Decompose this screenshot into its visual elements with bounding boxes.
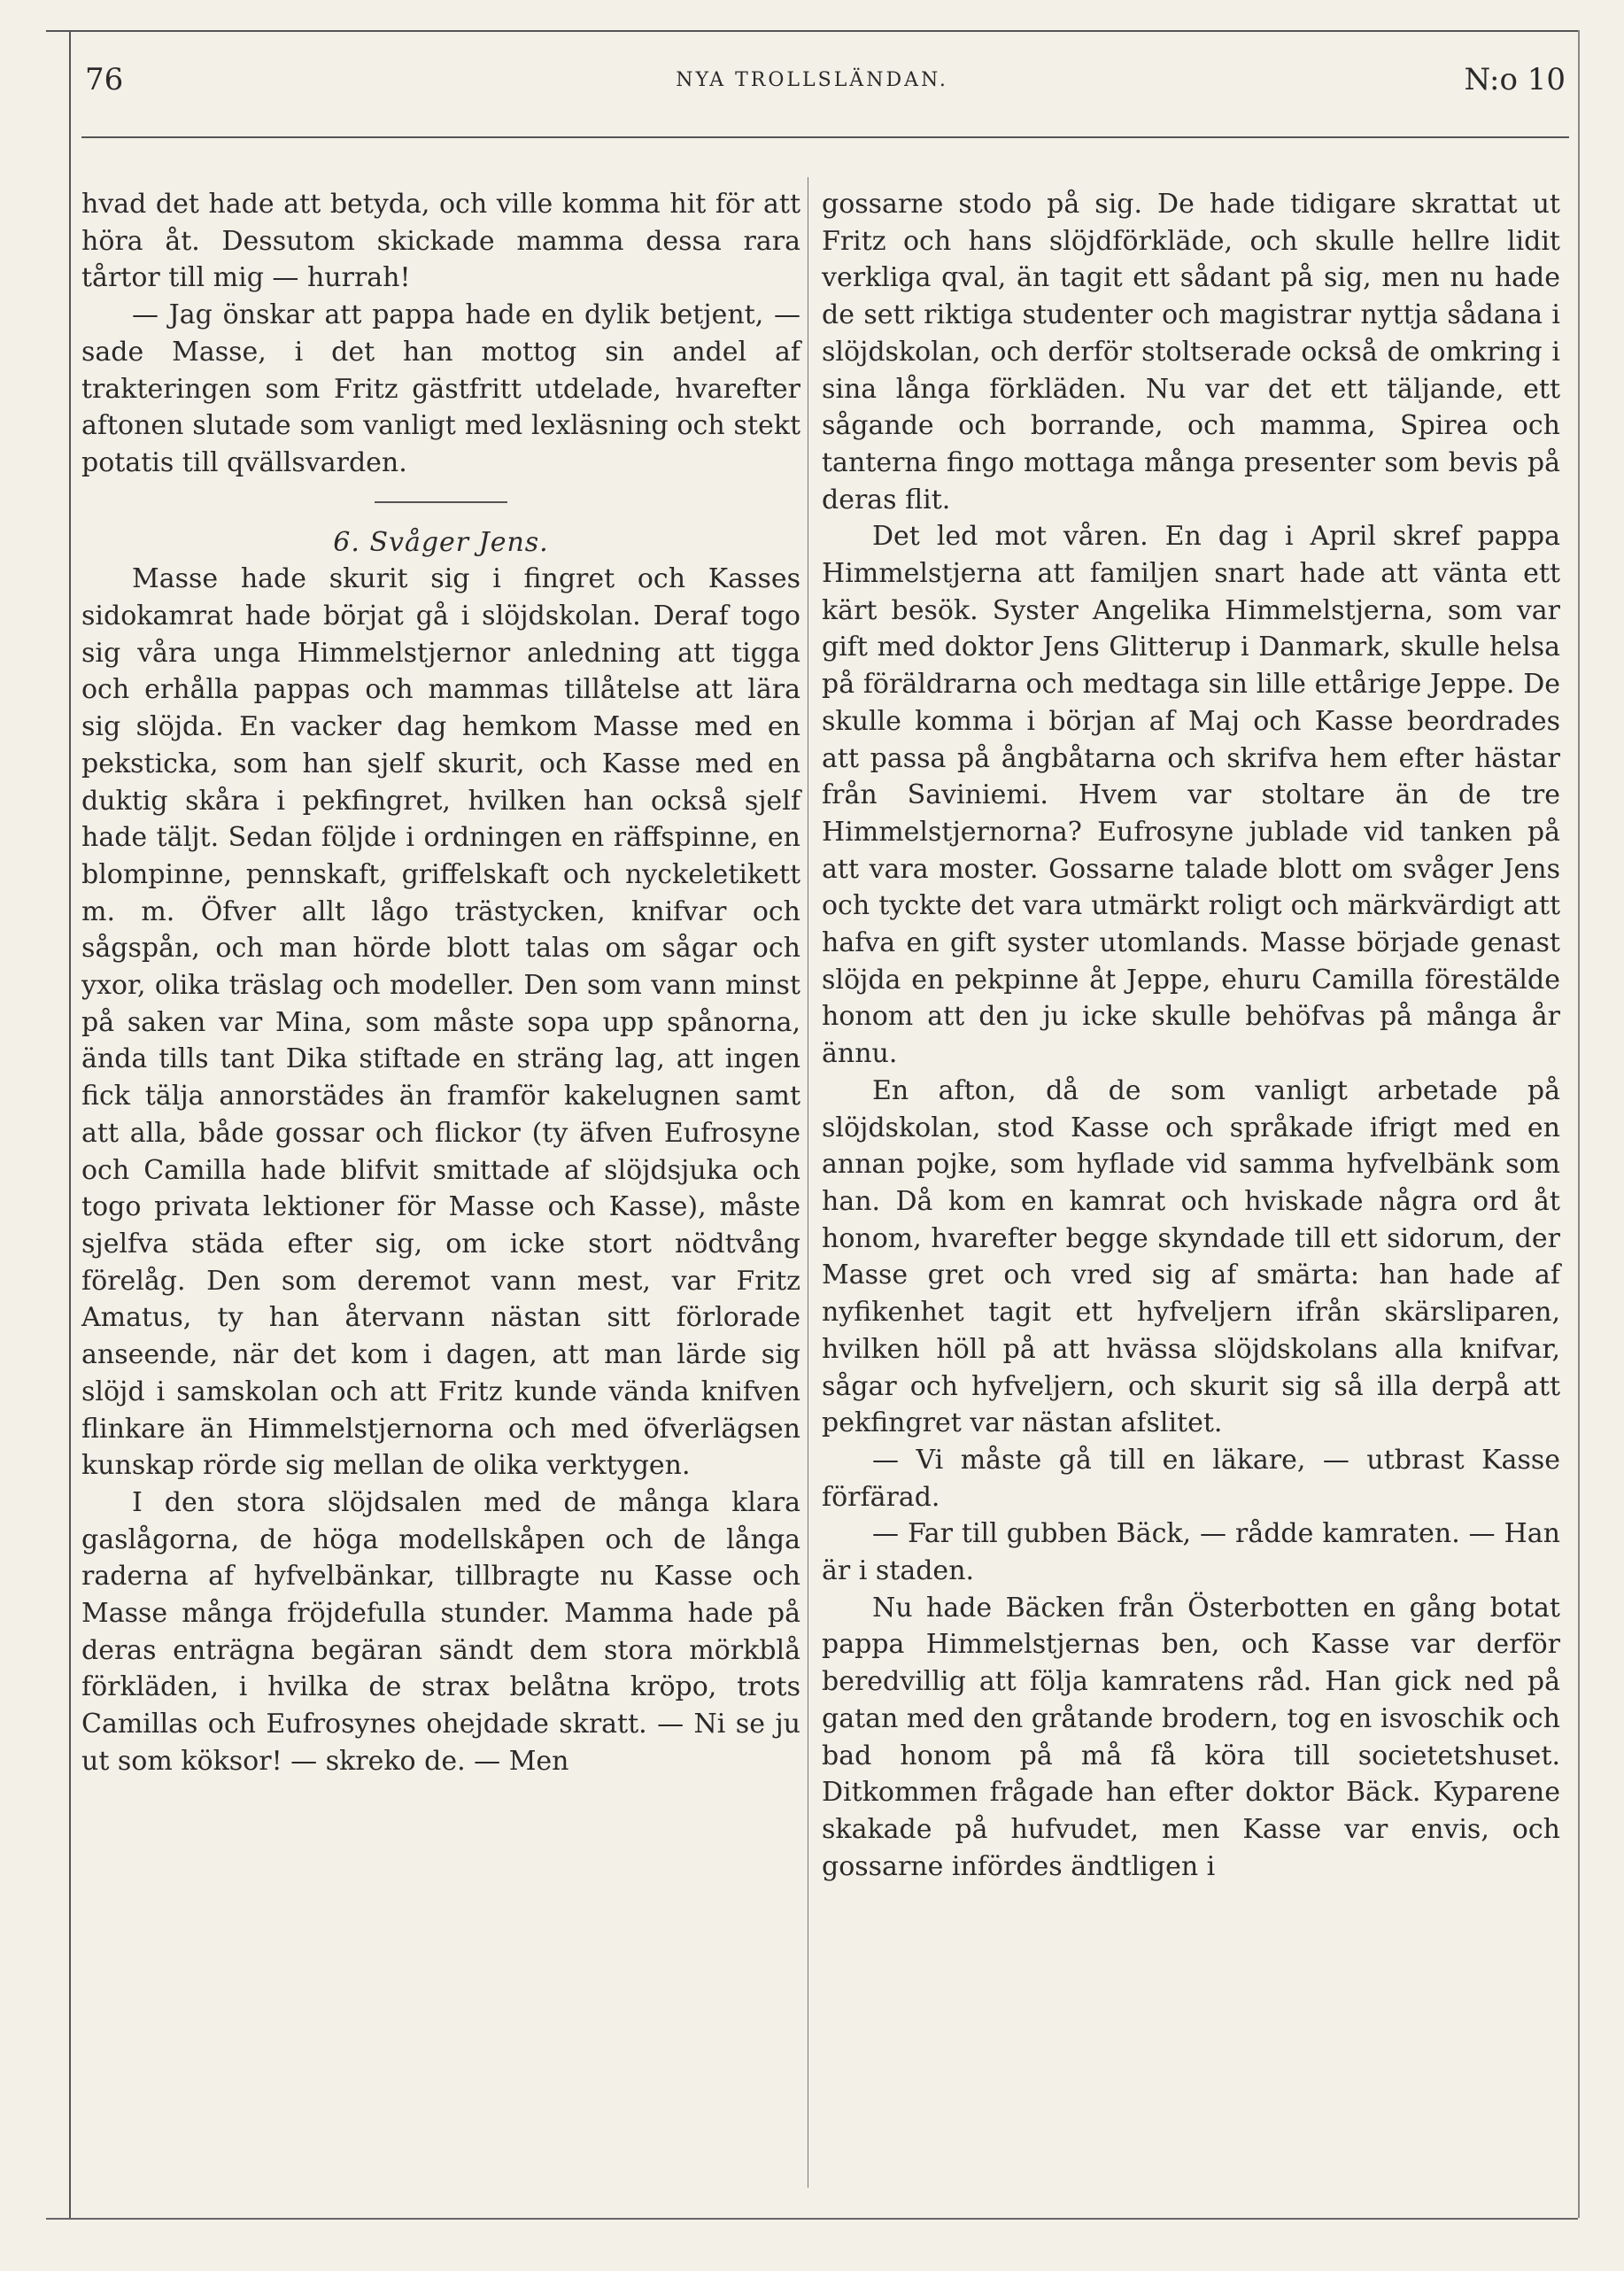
paragraph: Masse hade skurit sig i fingret och Kasses sidokamrat hade börjat gå i slöjdskolan. Deraf togo sig våra unga Himmelstjernor anledning att tigga och erhålla pappas och mammas tillåtelse att lära sig slöjda. En vacker dag hemkom Masse med en peksticka, som han sjelf skurit, och Kasse med en duktig skåra i pekfingret, hvilken han också sjelf hade täljt. Sedan följde i ordningen en räffspinne, en blompinne, pennskaft, griffelskaft och nyckeletikett m. m. Öfver allt lågo trästycken, knifvar och sågspån, och man hörde blott talas om sågar och yxor, olika träslag och modeller. Den som vann minst på saken var Mina, som måste sopa upp spånorna, ända tills tant Dika stiftade en sträng lag, att ingen fick tälja annorstädes än framför kakelugnen samt att alla, både gossar och flickor (ty äfven Eufrosyne och Camilla hade blifvit smittade af slöjdsjuka och togo privata lektioner för Masse och Kasse), måste sjelfva städa efter sig, om icke stort nödtvång förelåg. Den som deremot vann mest, var Fritz Amatus, ty han återvann nästan sitt förlorade anseende, när det kom i dagen, att man lärde sig slöjd i samskolan och att Fritz kunde vända knifven flinkare än Himmelstjernorna och med öfverlägsen kunskap rörde sig mellan de olika verktygen. [81,563,800,1482]
paragraph: — Far till gubben Bäck, — rådde kamraten. — Han är i staden. [822,1518,1560,1587]
journal-title: NYA TROLLSLÄNDAN. [676,69,948,91]
section-separator [375,501,507,503]
paragraph: hvad det hade att betyda, och ville komma hit för att höra åt. Dessutom skickade mamma dessa rara tårtor till mig — hurrah! [81,189,800,294]
chapter-heading: 6. Svåger Jens. [333,526,549,558]
paragraph: — Jag önskar att pappa hade en dylik betjent, — sade Masse, i det han mottog sin andel af trakteringen som Fritz gästfritt utdelade, hvarefter aftonen slutade som vanligt med lexläsning och stekt potatis till qvällsvarden. [81,299,800,478]
paragraph: En afton, då de som vanligt arbetade på slöjdskolan, stod Kasse och språkade ifrigt med en annan pojke, som hyflade vid samma hyfvelbänk som han. Då kom en kamrat och hviskade några ord åt honom, hvarefter begge skyndade till ett sidorum, der Masse gret och vred sig af smärta: han hade af nyfikenhet tagit ett hyfveljern ifrån skärsliparen, hvilken höll på att hvässa slöjdskolans alla knifvar, sågar och hyfveljern, och skurit sig så illa derpå att pekfingret var nästan afslitet. [822,1074,1560,1439]
header-rule [81,136,1569,138]
paragraph: Det led mot våren. En dag i April skref pappa Himmelstjerna att familjen snart hade att vänta ett kärt besök. Syster Angelika Himmelstjerna, som var gift med doktor Jens Glitterup i Danmark, skulle helsa på föräldrarna och medtaga sin lille ettårige Jeppe. De skulle komma i början af Maj och Kasse beordrades att passa på ångbåtarna och skrifva hem efter hästar från Saviniemi. Hvem var stoltare än de tre Himmelstjernorna? Eufrosyne jublade vid tanken på att vara moster. Gossarne talade blott om svåger Jens och tyckte det vara utmärkt roligt och märkvärdigt att hafva en gift syster utomlands. Masse började genast slöjda en pekpinne åt Jeppe, ehuru Camilla förestälde honom att den ju icke skulle behöfvas på många år ännu. [822,521,1560,1070]
right-column [822,186,1560,1885]
frame-right-rule [1578,30,1580,2218]
frame-left-rule [69,30,71,2218]
left-column [81,186,800,1780]
frame-bottom-rule [46,2218,1578,2220]
issue-number: N:o 10 [1464,62,1566,97]
page-number: 76 [85,62,124,97]
paragraph: gossarne stodo på sig. De hade tidigare skrattat ut Fritz och hans slöjdförkläde, och skulle hellre lidit verkliga qval, än tagit ett sådant på sig, men nu hade de sett riktiga studenter och magistrar nyttja sådana i slöjdskolan, och derför stoltserade också de omkring i sina långa förkläden. Nu var det ett täljande, ett sågande och borrande, och mamma, Spirea och tanterna fingo mottaga många presenter som bevis på deras flit. [822,189,1560,515]
paragraph: — Vi måste gå till en läkare, — utbrast Kasse förfärad. [822,1444,1560,1513]
frame-top-rule [46,30,1578,32]
paragraph: I den stora slöjdsalen med de många klara gaslågorna, de höga modellskåpen och de långa raderna af hyfvelbänkar, tillbragte nu Kasse och Masse många fröjdefulla stunder. Mamma hade på deras enträgna begäran sändt dem stora mörkblå förkläden, i hvilka de strax belåtna kröpo, trots Camillas och Eufrosynes ohejdade skratt. — Ni se ju ut som köksor! — skreko de. — Men [81,1486,800,1777]
paragraph: Nu hade Bäcken från Österbotten en gång botat pappa Himmelstjernas ben, och Kasse var derför beredvillig att följa kamratens råd. Han gick ned på gatan med den gråtande brodern, tog en isvoschik och bad honom på må få köra till societetshuset. Ditkommen frågade han efter doktor Bäck. Kyparene skakade på hufvudet, men Kasse var envis, och gossarne infördes ändtligen i [822,1592,1560,1882]
